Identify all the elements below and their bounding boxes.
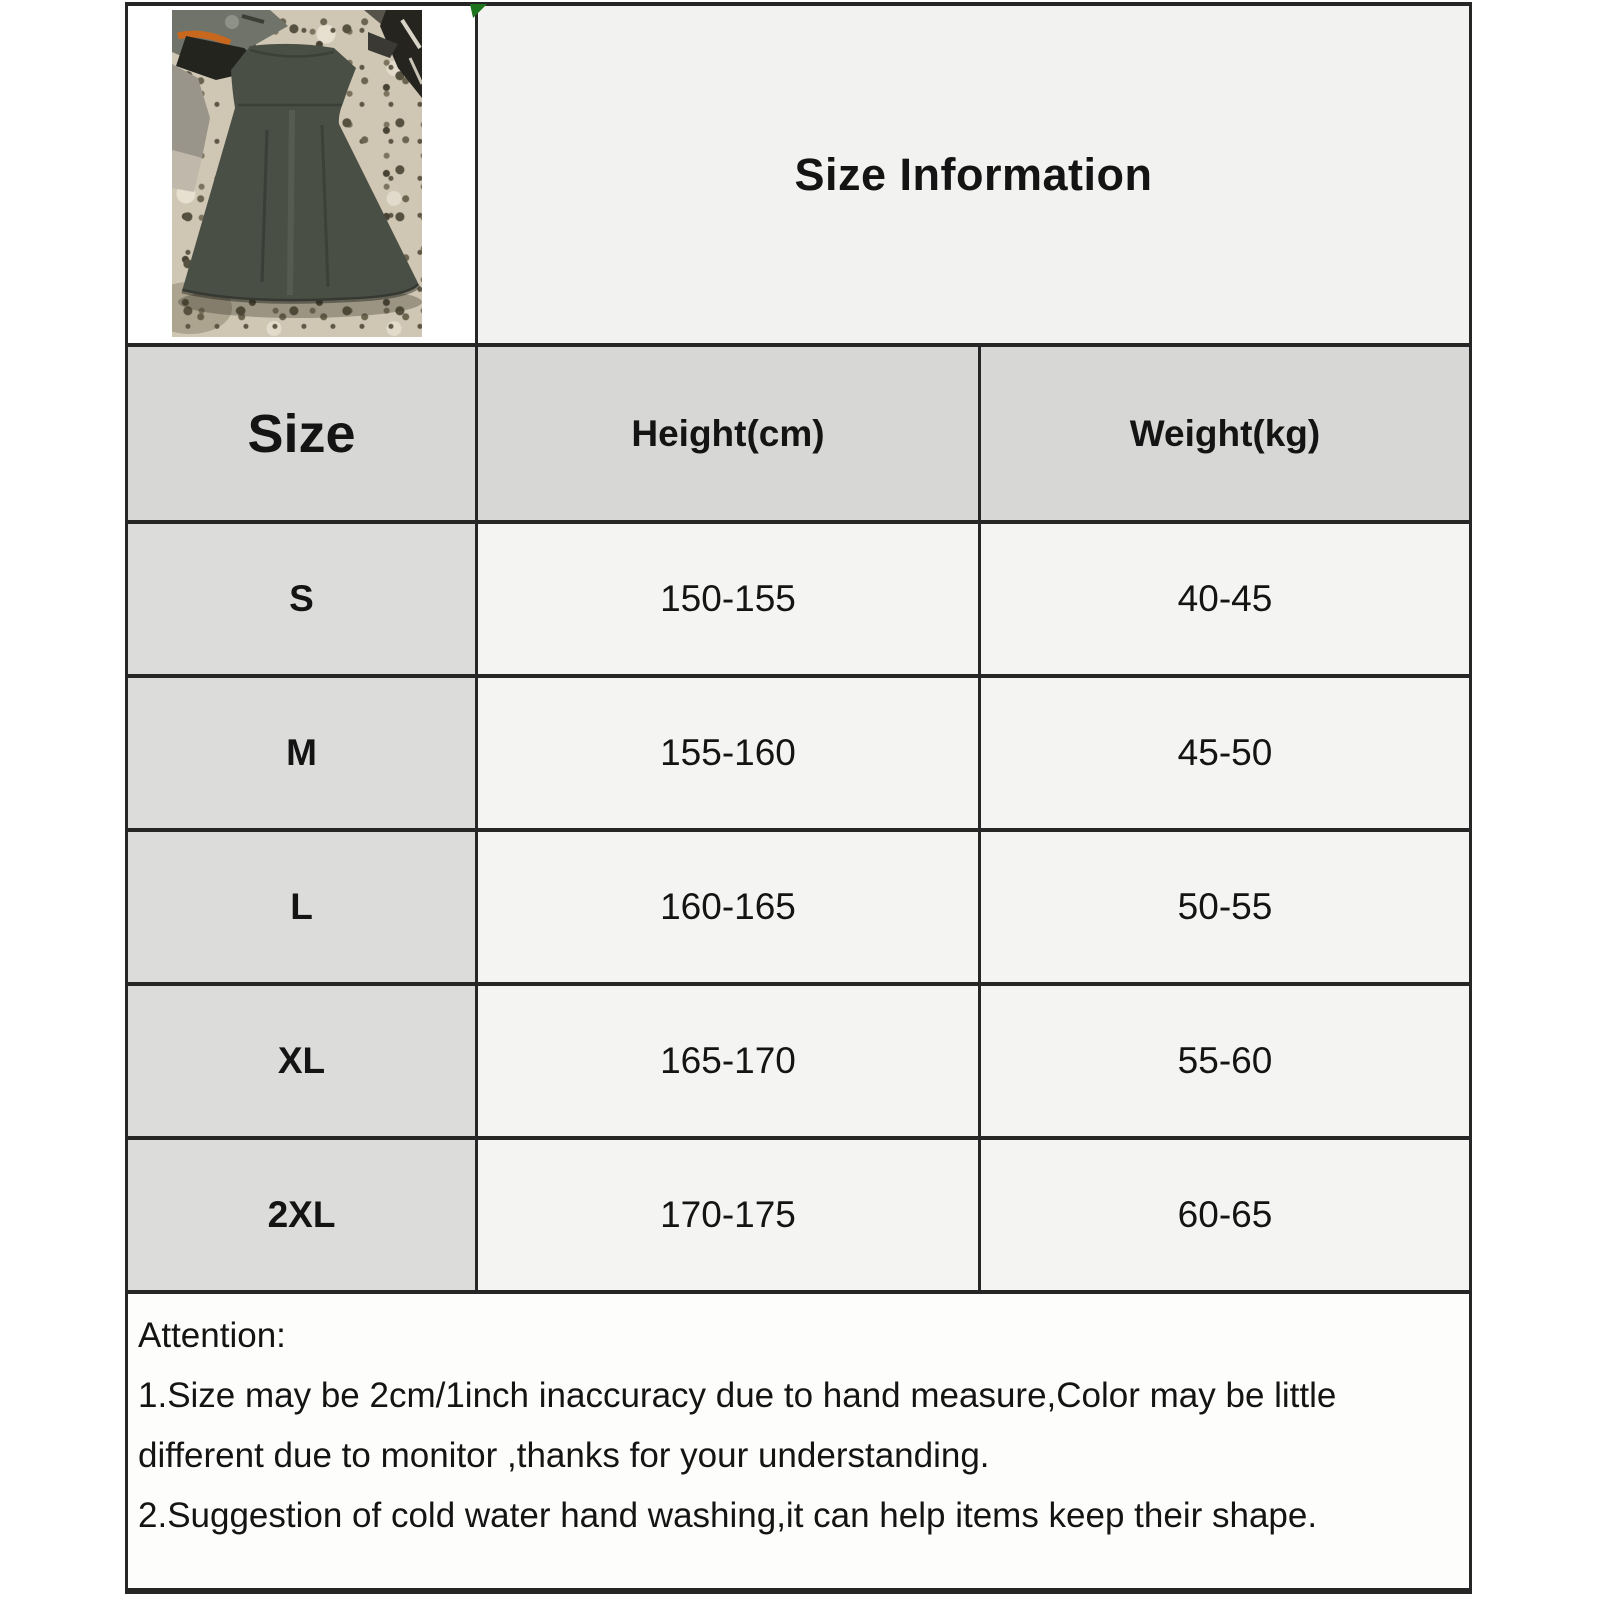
weight-cell: 45-50 — [978, 678, 1469, 828]
height-cell: 170-175 — [475, 1140, 978, 1290]
header-height: Height(cm) — [475, 347, 978, 520]
top-section — [128, 6, 1469, 343]
table-row — [128, 982, 1469, 1136]
table-row — [128, 674, 1469, 828]
table-header-row — [128, 343, 1469, 520]
weight-cell: 50-55 — [978, 832, 1469, 982]
height-cell: 160-165 — [475, 832, 978, 982]
size-cell: M — [128, 678, 475, 828]
height-cell: 150-155 — [475, 524, 978, 674]
dress-illustration — [172, 10, 422, 337]
attention-heading: Attention: — [138, 1316, 286, 1355]
height-cell: 165-170 — [475, 986, 978, 1136]
weight-cell: 60-65 — [978, 1140, 1469, 1290]
attention-note: 2.Suggestion of cold water hand washing,it can help items keep their shape. — [138, 1496, 1318, 1535]
table-row — [128, 828, 1469, 982]
attention-text — [128, 1294, 1469, 1588]
size-chart-sheet — [125, 2, 1472, 1594]
size-cell: S — [128, 524, 475, 674]
size-cell: XL — [128, 986, 475, 1136]
product-photo-cell — [128, 6, 475, 343]
table-row — [128, 520, 1469, 674]
weight-cell: 55-60 — [978, 986, 1469, 1136]
product-photo — [172, 10, 422, 337]
page-title: Size Information — [475, 6, 1469, 343]
table-row — [128, 1136, 1469, 1290]
size-cell: 2XL — [128, 1140, 475, 1290]
weight-cell: 40-45 — [978, 524, 1469, 674]
height-cell: 155-160 — [475, 678, 978, 828]
size-cell: L — [128, 832, 475, 982]
attention-section — [128, 1290, 1469, 1588]
header-size: Size — [247, 403, 356, 464]
attention-note: 1.Size may be 2cm/1inch inaccuracy due to hand measure,Color may be little different due to monitor ,thanks for your understanding. — [138, 1376, 1337, 1475]
header-weight: Weight(kg) — [978, 347, 1469, 520]
